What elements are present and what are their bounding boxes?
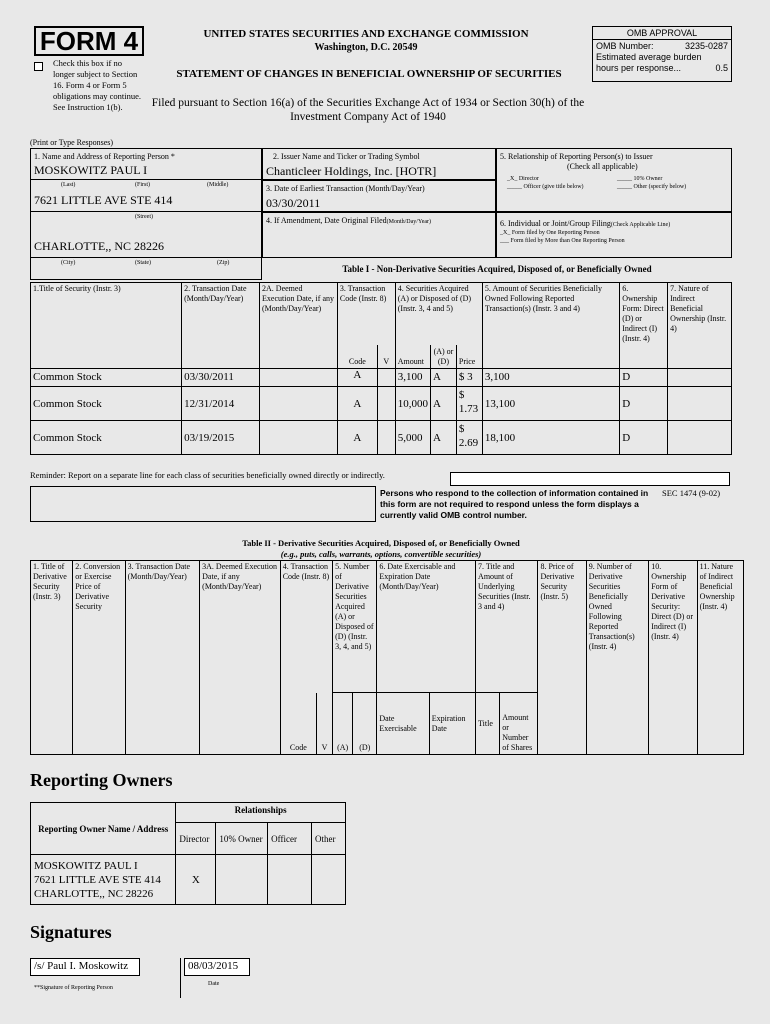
t2-header-conversion: 2. Conversion or Exercise Price of Derivative Security [73, 561, 125, 755]
owner-name-header: Reporting Owner Name / Address [31, 803, 176, 855]
t2-header-code: 4. Transaction Code (Instr. 8) [280, 561, 332, 693]
t1-cell-nature [668, 387, 732, 421]
t1-subheader-v: V [377, 345, 395, 369]
earliest-date-box [262, 180, 496, 212]
t2-subheader-exercisable: Date Exercisable [377, 693, 429, 755]
filing-one: _X_ Form filed by One Reporting Person [500, 230, 600, 236]
ten-pct-line: _____ 10% Owner [617, 176, 663, 182]
signature-date-field: 08/03/2015 [184, 958, 250, 976]
relationship-label: 5. Relationship of Reporting Person(s) to Issuer [500, 152, 653, 161]
t1-cell-owned: 3,100 [482, 369, 619, 387]
t1-cell-nature [668, 421, 732, 455]
t1-header-date: 2. Transaction Date (Month/Day/Year) [182, 283, 260, 369]
filed-pursuant: Filed pursuant to Section 16(a) of the Securities Exchange Act of 1934 or Section 30(h) of the Investment Company Act of 1940 [151, 97, 585, 123]
t1-cell-owned: 13,100 [482, 387, 619, 421]
director-mark: X [176, 855, 216, 905]
t1-cell-title: Common Stock [31, 387, 182, 421]
t1-header-amount-owned: 5. Amount of Securities Beneficially Owned Following Reported Transaction(s) (Instr. 3 and 4) [482, 283, 619, 369]
signatures-heading: Signatures [30, 922, 112, 942]
table-row [31, 855, 346, 905]
t1-subheader-price: Price [456, 345, 482, 369]
reminder-input-line [450, 472, 730, 486]
t1-cell-deemed [260, 421, 338, 455]
t2-header-owned: 9. Number of Derivative Securities Beneficially Owned Following Reported Transaction(s) (Instr. 4) [586, 561, 648, 755]
t1-subheader-amount: Amount [395, 345, 430, 369]
owner-address-cell [31, 855, 176, 905]
street-label: (Street) [135, 214, 153, 220]
t1-cell-title: Common Stock [31, 369, 182, 387]
reminder-text: Reminder: Report on a separate line for each class of securities beneficially owned directly or indirectly. [30, 470, 385, 480]
signature-divider [180, 958, 181, 998]
t2-header-exercisable: 6. Date Exercisable and Expiration Date (Month/Day/Year) [377, 561, 476, 693]
amendment-label: 4. If Amendment, Date Original Filed(Month/Day/Year) [266, 216, 432, 225]
table-row [31, 387, 732, 421]
t1-cell-date: 12/31/2014 [182, 387, 260, 421]
agency-name: UNITED STATES SECURITIES AND EXCHANGE COMMISSION [203, 28, 529, 40]
t1-header-nature: 7. Nature of Indirect Beneficial Ownership (Instr. 4) [668, 283, 732, 369]
name-label: 1. Name and Address of Reporting Person * [34, 152, 175, 161]
t1-subheader-aord: (A) or (D) [431, 345, 457, 369]
signer-label: **Signature of Reporting Person [34, 985, 113, 991]
persons-respond-text: Persons who respond to the collection of information contained in this form are not required to respond unless the form displays a currently valid OMB control number. [380, 488, 649, 520]
table1-title: Table I - Non-Derivative Securities Acquired, Disposed of, or Beneficially Owned [342, 264, 652, 274]
t2-subheader-d: (D) [353, 693, 377, 755]
t1-cell-v [377, 387, 395, 421]
t1-cell-deemed [260, 387, 338, 421]
t2-subheader-code: Code [280, 693, 316, 755]
t2-header-ownership-form: 10. Ownership Form of Derivative Security: Direct (D) or Indirect (I) (Instr. 4) [649, 561, 697, 755]
ten-pct-cell [216, 855, 268, 905]
table2-derivative [30, 560, 744, 755]
other-cell [312, 855, 346, 905]
city-line: CHARLOTTE,, NC 28226 [34, 239, 164, 253]
t2-header-title: 1. Title of Derivative Security (Instr. 3) [31, 561, 73, 755]
t1-cell-amount: 10,000 [395, 387, 430, 421]
t1-cell-aord: A [431, 421, 457, 455]
omb-hours: 0.5 [715, 63, 728, 73]
t2-header-deemed: 3A. Deemed Execution Date, if any (Month/Day/Year) [200, 561, 281, 755]
relationships-header: Relationships [176, 803, 346, 823]
owner-street: 7621 LITTLE AVE STE 414 [34, 873, 161, 886]
owner-name: MOSKOWITZ PAUL I [34, 859, 138, 872]
t1-cell-code: A [337, 387, 377, 421]
agency-location: Washington, D.C. 20549 [314, 42, 418, 53]
amendment-suffix: (Month/Day/Year) [386, 219, 432, 225]
t1-cell-aord: A [431, 387, 457, 421]
omb-number: 3235-0287 [684, 41, 728, 51]
relationship-box [496, 148, 732, 212]
filing-more: ___ Form filed by More than One Reporting Person [500, 238, 625, 244]
table-row [31, 421, 732, 455]
t1-cell-date: 03/19/2015 [182, 421, 260, 455]
t1-cell-v [377, 369, 395, 387]
omb-hours-label: hours per response... [596, 63, 682, 73]
statement-title: STATEMENT OF CHANGES IN BENEFICIAL OWNERSHIP OF SECURITIES [176, 68, 562, 80]
issuer-box [262, 148, 496, 180]
sec-number: SEC 1474 (9-02) [662, 488, 721, 498]
t1-cell-price: $ 2.69 [456, 421, 482, 455]
t1-header-title: 1.Title of Security (Instr. 3) [31, 283, 182, 369]
reporting-name: MOSKOWITZ PAUL I [34, 163, 148, 177]
officer-cell [268, 855, 312, 905]
table-row [31, 369, 732, 387]
t1-subheader-code: Code [337, 345, 377, 369]
t1-cell-form: D [620, 387, 668, 421]
omb-title: OMB APPROVAL [593, 27, 731, 40]
zip-label: (Zip) [217, 260, 230, 266]
t1-header-deemed: 2A. Deemed Execution Date, if any (Month/Day/Year) [260, 283, 338, 369]
table2-subtitle: (e.g., puts, calls, warrants, options, convertible securities) [280, 549, 482, 559]
city-label: (City) [61, 260, 76, 266]
t1-header-code: 3. Transaction Code (Instr. 8) [337, 283, 395, 345]
form-label: FORM 4 [34, 26, 144, 56]
omb-burden: Estimated average burden [596, 52, 702, 62]
amendment-box [262, 212, 496, 258]
no-longer-subject-checkbox[interactable] [34, 62, 43, 71]
t1-cell-amount: 5,000 [395, 421, 430, 455]
t2-header-nature: 11. Nature of Indirect Beneficial Ownership (Instr. 4) [697, 561, 743, 755]
t1-cell-v [377, 421, 395, 455]
director-header: Director [176, 823, 216, 855]
t1-cell-form: D [620, 369, 668, 387]
t1-cell-code: A [337, 369, 377, 387]
check-all-label: (Check all applicable) [567, 162, 638, 171]
checkbox-text: Check this box if no longer subject to Section 16. Form 4 or Form 5 obligations may continue. See Instruction 1(b). [53, 58, 142, 112]
t1-header-ownership-form: 6. Ownership Form: Direct (D) or Indirect (I) (Instr. 4) [620, 283, 668, 369]
t2-header-number: 5. Number of Derivative Securities Acquired (A) or Disposed of (D) (Instr. 3, 4, and 5) [333, 561, 377, 693]
street-address: 7621 LITTLE AVE STE 414 [34, 193, 173, 207]
other-header: Other [312, 823, 346, 855]
t1-cell-aord: A [431, 369, 457, 387]
director-line: _X_ Director [507, 176, 539, 182]
filing-label: 6. Individual or Joint/Group Filing(Check Applicable Line) [500, 219, 671, 228]
t2-subheader-v: V [316, 693, 332, 755]
reporting-owners-heading: Reporting Owners [30, 770, 173, 790]
other-line: _____ Other (specify below) [617, 184, 687, 190]
officer-line: _____ Officer (give title below) [507, 184, 584, 190]
t2-header-date: 3. Transaction Date (Month/Day/Year) [125, 561, 200, 755]
t2-subheader-expiration: Expiration Date [429, 693, 475, 755]
t2-header-underlying: 7. Title and Amount of Underlying Securities (Instr. 3 and 4) [476, 561, 538, 693]
t2-subheader-amount: Amount or Number of Shares [500, 693, 538, 755]
t1-cell-title: Common Stock [31, 421, 182, 455]
issuer-label: 2. Issuer Name and Ticker or Trading Symbol [273, 152, 420, 161]
filing-box [496, 212, 732, 258]
t1-cell-deemed [260, 369, 338, 387]
state-label: (State) [135, 260, 151, 266]
t1-cell-owned: 18,100 [482, 421, 619, 455]
signature-field: /s/ Paul I. Moskowitz [30, 958, 140, 976]
reporting-owners-table [30, 802, 346, 905]
omb-number-label: OMB Number: [596, 41, 654, 51]
earliest-date-label: 3. Date of Earliest Transaction (Month/Day/Year) [266, 184, 425, 193]
t2-subheader-title: Title [476, 693, 500, 755]
earliest-date: 03/30/2011 [266, 196, 321, 210]
t1-cell-code: A [337, 421, 377, 455]
t1-cell-date: 03/30/2011 [182, 369, 260, 387]
t1-cell-form: D [620, 421, 668, 455]
t2-header-price: 8. Price of Derivative Security (Instr. 5) [538, 561, 586, 755]
print-type-note: (Print or Type Responses) [30, 138, 114, 147]
t2-subheader-a: (A) [333, 693, 353, 755]
t1-header-securities: 4. Securities Acquired (A) or Disposed of (D) (Instr. 3, 4 and 5) [395, 283, 482, 345]
reporting-person-box [30, 148, 262, 280]
reminder-blank-box [30, 486, 376, 522]
table2-title: Table II - Derivative Securities Acquired, Disposed of, or Beneficially Owned [242, 538, 520, 548]
owner-city: CHARLOTTE,, NC 28226 [34, 887, 154, 900]
middle-label: (Middle) [207, 182, 229, 188]
issuer-name: Chanticleer Holdings, Inc. [HOTR] [266, 164, 437, 178]
last-label: (Last) [61, 182, 76, 188]
officer-header: Officer [268, 823, 312, 855]
first-label: (First) [135, 182, 150, 188]
t1-cell-price: $ 3 [456, 369, 482, 387]
table1-non-derivative [30, 282, 732, 455]
filing-label-suffix: (Check Applicable Line) [610, 222, 671, 228]
t1-cell-price: $ 1.73 [456, 387, 482, 421]
t1-cell-nature [668, 369, 732, 387]
ten-pct-header: 10% Owner [216, 823, 268, 855]
omb-approval-box [592, 26, 732, 82]
date-label: Date [208, 981, 220, 987]
t1-cell-amount: 3,100 [395, 369, 430, 387]
